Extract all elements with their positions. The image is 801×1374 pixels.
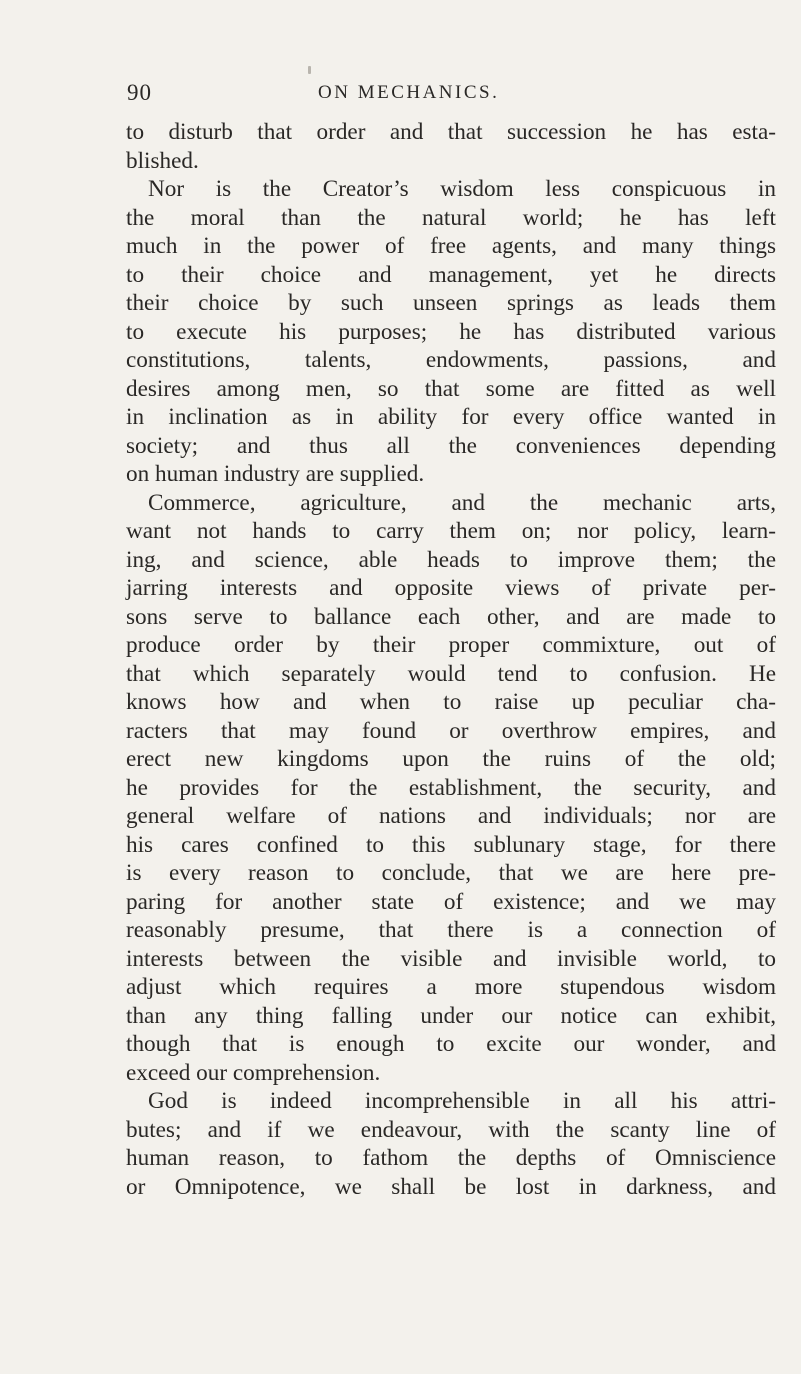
text-line: their choice by such unseen springs as leads them <box>126 290 776 316</box>
text-line: Nor is the Creator’s wisdom less conspicuous in <box>148 176 776 202</box>
running-head: ON MECHANICS. <box>318 82 500 103</box>
text-line: much in the power of free agents, and many things <box>126 233 776 259</box>
text-line: want not hands to carry them on; nor policy, learn- <box>126 518 776 544</box>
text-line: on human industry are supplied. <box>126 461 425 487</box>
text-line: or Omnipotence, we shall be lost in darkness, and <box>126 1173 776 1200</box>
text-line: reasonably presume, that there is a connection of <box>126 917 776 943</box>
text-line: Commerce, agriculture, and the mechanic arts, <box>148 489 776 516</box>
text-line: his cares confined to this sublunary stage, for there <box>126 831 776 858</box>
text-line: exceed our comprehension. <box>126 1059 381 1086</box>
text-line: he provides for the establishment, the security, and <box>126 774 776 801</box>
text-line: the moral than the natural world; he has left <box>126 204 776 231</box>
page-header <box>0 80 801 116</box>
text-line: produce order by their proper commixture, out of <box>126 632 776 658</box>
text-line: God is indeed incomprehensible in all his attri- <box>148 1088 776 1114</box>
ink-speck <box>308 66 311 74</box>
text-line: general welfare of nations and individuals; nor are <box>126 803 776 829</box>
text-line: that which separately would tend to confusion. He <box>126 660 776 687</box>
text-line: butes; and if we endeavour, with the scanty line of <box>126 1116 776 1143</box>
text-line: desires among men, so that some are fitted as well <box>126 375 776 402</box>
text-line: blished. <box>126 147 199 174</box>
text-line: human reason, to fathom the depths of Omniscience <box>126 1145 776 1171</box>
text-line: sons serve to ballance each other, and are made to <box>126 603 776 630</box>
text-line: jarring interests and opposite views of private per- <box>126 575 776 601</box>
text-line: society; and thus all the conveniences depending <box>126 432 776 459</box>
page-number: 90 <box>127 80 152 105</box>
text-line: than any thing falling under our notice can exhibit, <box>126 1002 776 1029</box>
text-line: racters that may found or overthrow empires, and <box>126 717 776 744</box>
text-line: erect new kingdoms upon the ruins of the old; <box>126 746 776 772</box>
text-line: knows how and when to raise up peculiar cha- <box>126 689 776 715</box>
text-line: ing, and science, able heads to improve them; the <box>126 546 776 573</box>
text-line: to execute his purposes; he has distributed various <box>126 318 776 345</box>
body-text <box>126 118 776 1201</box>
text-line: is every reason to conclude, that we are here pre- <box>126 860 776 886</box>
text-line: to their choice and management, yet he directs <box>126 261 776 288</box>
text-line: though that is enough to excite our wonder, and <box>126 1031 776 1057</box>
text-line: to disturb that order and that succession he has esta- <box>126 119 776 145</box>
text-line: in inclination as in ability for every office wanted in <box>126 404 776 430</box>
text-line: adjust which requires a more stupendous wisdom <box>126 974 776 1000</box>
text-line: paring for another state of existence; and we may <box>126 888 776 915</box>
text-line: constitutions, talents, endowments, passions, and <box>126 347 776 373</box>
text-line: interests between the visible and invisible world, to <box>126 945 776 972</box>
